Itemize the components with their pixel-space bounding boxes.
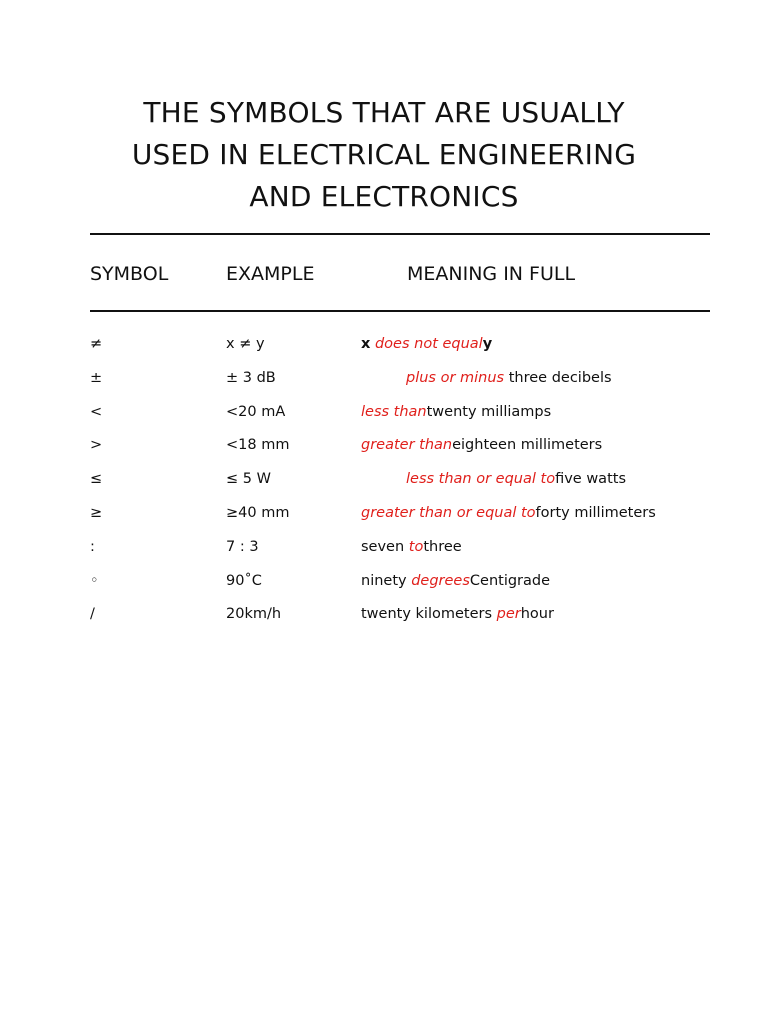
title-line-1: THE SYMBOLS THAT ARE USUALLY <box>143 96 625 129</box>
meaning-text: twenty milliamps <box>426 404 552 420</box>
page-title <box>60 92 708 218</box>
example-cell: 7 : 3 <box>226 539 259 555</box>
symbol-cell: ≠ <box>90 336 103 352</box>
meaning-keyword: less than or equal to <box>406 471 556 487</box>
meaning-keyword: degrees <box>411 573 470 589</box>
meaning-keyword: per <box>496 606 521 622</box>
title-line-3: AND ELECTRONICS <box>249 180 519 213</box>
table-row <box>0 366 768 390</box>
meaning-cell <box>361 433 602 457</box>
meaning-cell <box>406 467 626 491</box>
title-line-2: USED IN ELECTRICAL ENGINEERING <box>131 138 637 171</box>
table-row <box>0 501 768 525</box>
table-row <box>0 535 768 559</box>
meaning-cell <box>361 535 462 559</box>
meaning-text: eighteen millimeters <box>452 437 603 453</box>
symbol-cell: ≤ <box>90 471 103 487</box>
table-row <box>0 332 768 356</box>
meaning-text: three <box>423 539 462 555</box>
symbol-cell: ◦ <box>90 573 99 589</box>
table-row <box>0 602 768 626</box>
meaning-text: twenty kilometers <box>361 606 497 622</box>
symbol-cell: ≥ <box>90 505 103 521</box>
meaning-text: forty millimeters <box>535 505 656 521</box>
example-cell: ≤ 5 W <box>226 471 271 487</box>
meaning-cell <box>361 400 551 424</box>
meaning-text: three decibels <box>504 370 612 386</box>
example-cell: 90˚C <box>226 573 262 589</box>
meaning-text: x <box>361 336 371 352</box>
example-cell: ≥40 mm <box>226 505 290 521</box>
meaning-keyword: less than <box>361 404 427 420</box>
meaning-text: seven <box>361 539 409 555</box>
meaning-text: hour <box>520 606 554 622</box>
meaning-text: five watts <box>555 471 626 487</box>
meaning-keyword: plus or minus <box>406 370 505 386</box>
table-row <box>0 433 768 457</box>
header-symbol: SYMBOL <box>90 263 169 285</box>
example-cell: x ≠ y <box>226 336 265 352</box>
table-row <box>0 400 768 424</box>
meaning-keyword: to <box>408 539 424 555</box>
header-divider <box>90 310 710 312</box>
header-example: EXAMPLE <box>226 263 315 285</box>
meaning-cell <box>406 366 612 390</box>
symbol-cell: > <box>90 437 103 453</box>
symbol-cell: < <box>90 404 103 420</box>
meaning-text: Centigrade <box>469 573 551 589</box>
example-cell: <20 mA <box>226 404 286 420</box>
header-meaning: MEANING IN FULL <box>407 263 576 285</box>
table-row <box>0 467 768 491</box>
table-row <box>0 569 768 593</box>
meaning-cell <box>361 501 656 525</box>
meaning-keyword: does not equal <box>374 336 483 352</box>
meaning-cell <box>361 332 492 356</box>
example-cell: 20km/h <box>226 606 282 622</box>
meaning-cell <box>361 569 550 593</box>
meaning-text: ninety <box>361 573 412 589</box>
symbol-cell: ± <box>90 370 103 386</box>
symbol-cell: / <box>90 606 95 622</box>
meaning-cell <box>361 602 554 626</box>
meaning-keyword: greater than or equal to <box>361 505 536 521</box>
top-divider <box>90 233 710 235</box>
example-cell: ± 3 dB <box>226 370 276 386</box>
meaning-text: y <box>482 336 493 352</box>
symbol-cell: : <box>90 539 95 555</box>
example-cell: <18 mm <box>226 437 290 453</box>
meaning-keyword: greater than <box>361 437 453 453</box>
